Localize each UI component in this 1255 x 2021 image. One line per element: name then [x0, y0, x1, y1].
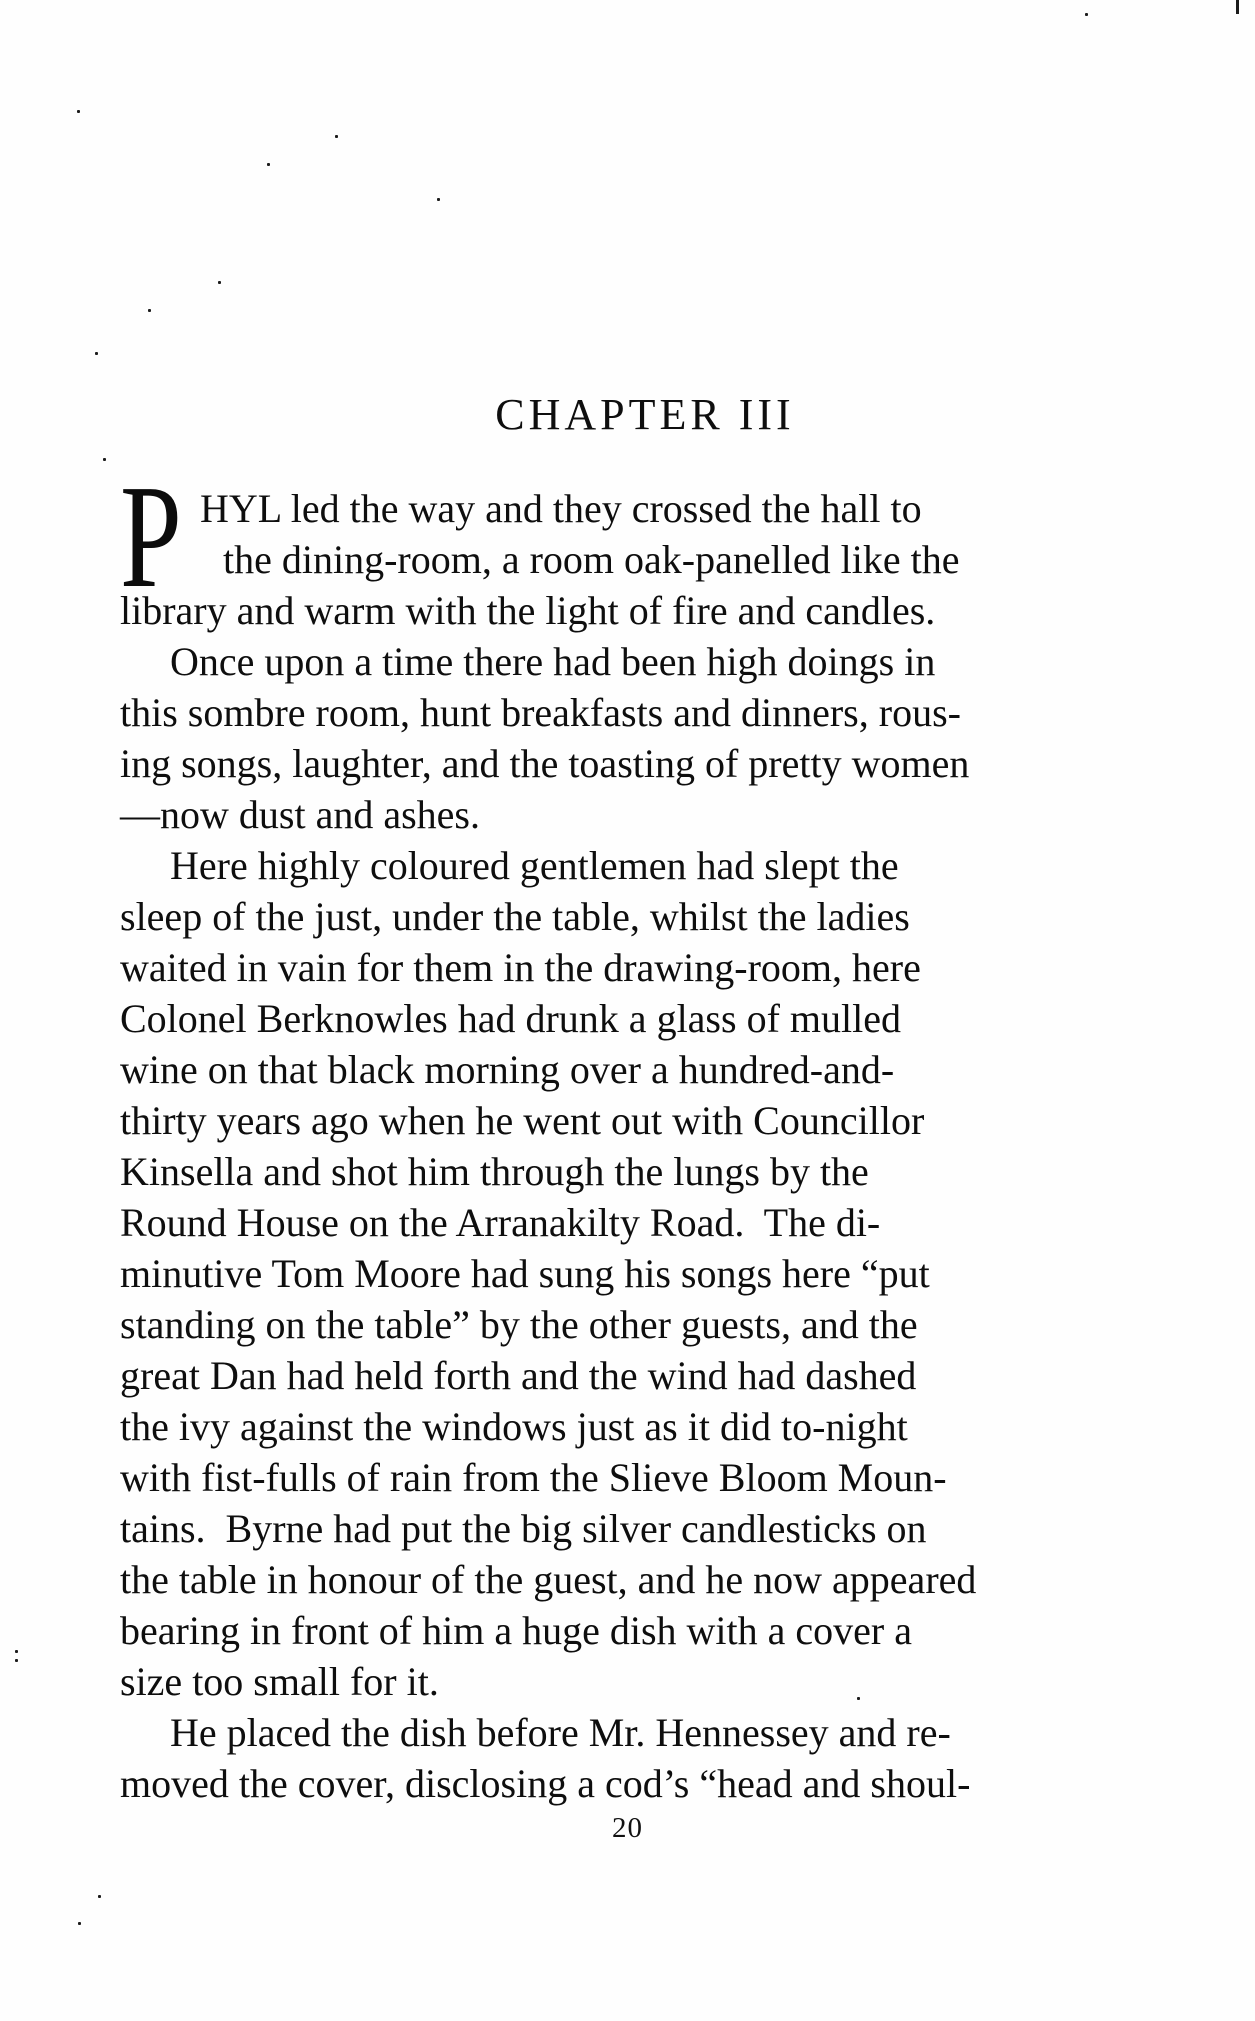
scan-speck: [437, 198, 440, 201]
text-line: waited in vain for them in the drawing-room, here: [120, 945, 921, 990]
scan-speck: [95, 352, 98, 355]
text-block: [120, 455, 1170, 1809]
text-line: wine on that black morning over a hundred-and-: [120, 1047, 895, 1092]
scan-speck: [218, 281, 221, 284]
text-line: great Dan had held forth and the wind had dashed: [120, 1353, 917, 1398]
scan-speck: [267, 163, 270, 166]
text-line: sleep of the just, under the table, whilst the ladies: [120, 894, 910, 939]
scan-speck: [78, 1922, 81, 1925]
scan-edge-tick: [1236, 0, 1239, 14]
text-line: —now dust and ashes.: [120, 792, 480, 837]
paragraph: [120, 840, 1170, 1707]
text-line: this sombre room, hunt breakfasts and dinners, rous-: [120, 690, 961, 735]
text-line: with fist-fulls of rain from the Slieve Bloom Moun-: [120, 1455, 947, 1500]
text-line: size too small for it.: [120, 1659, 439, 1704]
text-line: HYL led the way and they crossed the hall to: [200, 486, 922, 531]
drop-cap: P: [120, 455, 182, 619]
paragraph: [120, 636, 1170, 840]
text-line: ing songs, laughter, and the toasting of pretty women: [120, 741, 970, 786]
scan-speck: [15, 1659, 18, 1662]
scan-speck: [98, 1895, 101, 1898]
text-line: the dining-room, a room oak-panelled like the: [223, 537, 960, 582]
text-line: Once upon a time there had been high doings in: [170, 639, 936, 684]
text-line: the ivy against the windows just as it did to-night: [120, 1404, 908, 1449]
text-line: standing on the table” by the other guests, and the: [120, 1302, 918, 1347]
text-line: Round House on the Arranakilty Road. The di-: [120, 1200, 881, 1245]
text-line: He placed the dish before Mr. Hennessey and re-: [170, 1710, 951, 1755]
paragraph: [120, 1707, 1170, 1809]
scan-speck: [1085, 13, 1088, 16]
scan-speck: [77, 110, 80, 113]
scan-speck: [335, 135, 338, 138]
text-line: Colonel Berknowles had drunk a glass of mulled: [120, 996, 901, 1041]
text-line: thirty years ago when he went out with Councillor: [120, 1098, 925, 1143]
paragraph: [120, 455, 1170, 636]
text-line: bearing in front of him a huge dish with a cover a: [120, 1608, 912, 1653]
text-line: tains. Byrne had put the big silver candlesticks on: [120, 1506, 927, 1551]
scan-speck: [148, 309, 151, 312]
scan-speck: [103, 458, 106, 461]
text-line: Here highly coloured gentlemen had slept the: [170, 843, 899, 888]
scan-speck: [15, 1650, 18, 1653]
text-line: moved the cover, disclosing a cod’s “head and shoul-: [120, 1761, 971, 1806]
text-line: library and warm with the light of fire and candles.: [120, 588, 936, 633]
text-line: Kinsella and shot him through the lungs by the: [120, 1149, 869, 1194]
chapter-heading: CHAPTER III: [495, 390, 795, 439]
text-line: minutive Tom Moore had sung his songs here “put: [120, 1251, 930, 1296]
scan-speck: [857, 1697, 860, 1700]
page-number: 20: [612, 1812, 643, 1844]
text-line: the table in honour of the guest, and he now appeared: [120, 1557, 977, 1602]
